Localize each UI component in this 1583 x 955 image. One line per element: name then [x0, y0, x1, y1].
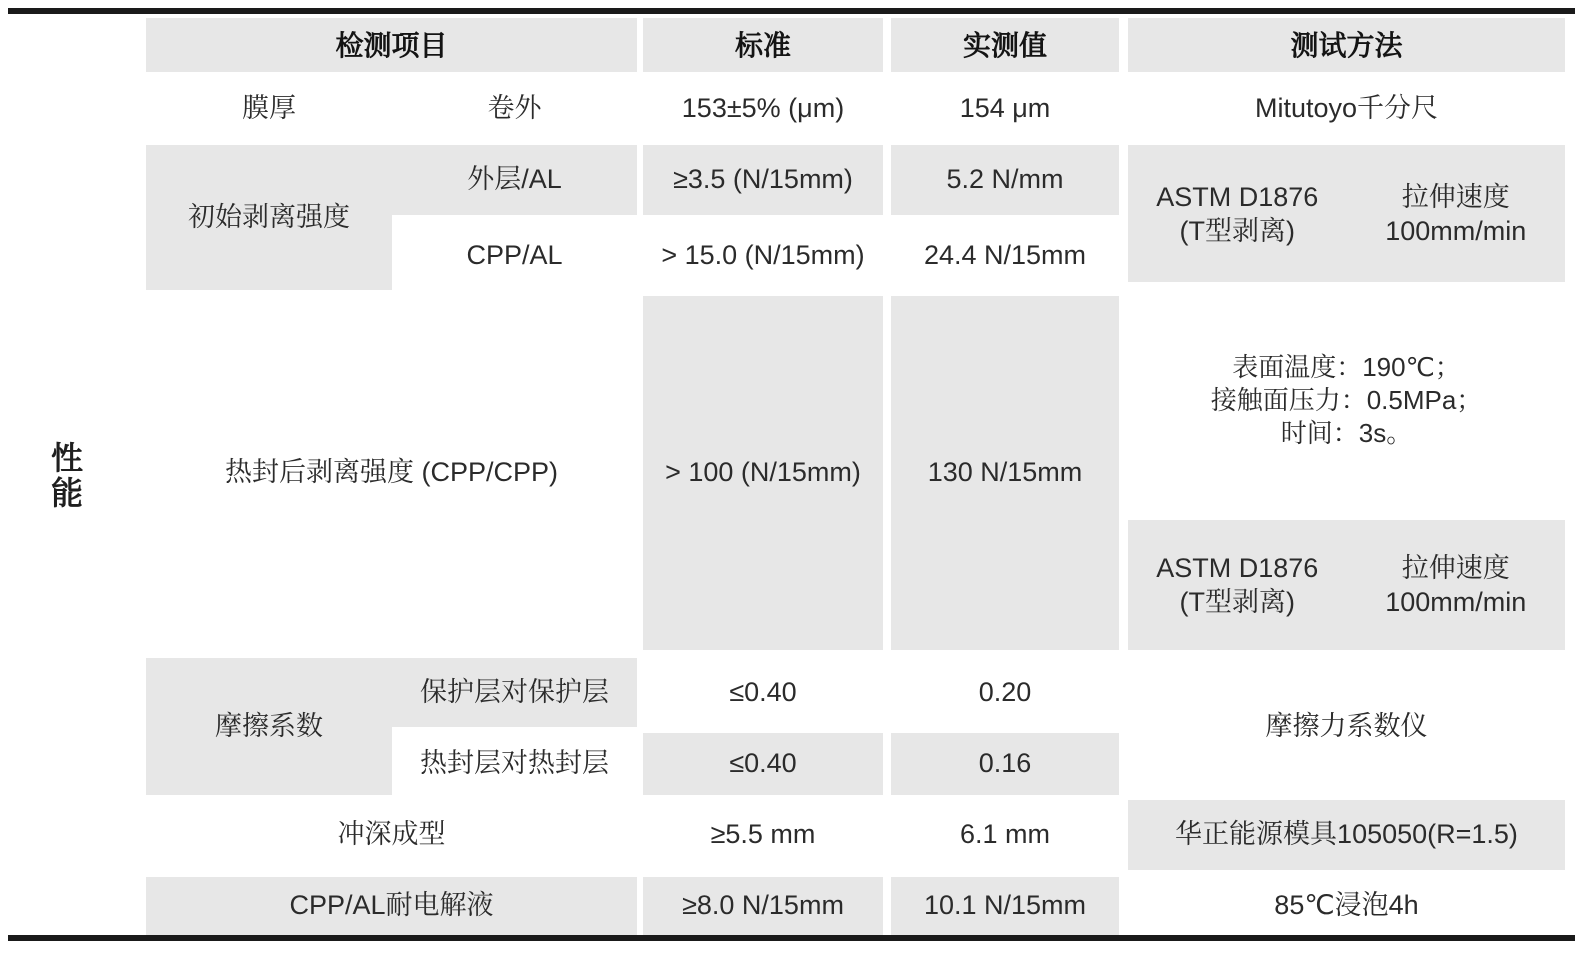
- method-speed-value: 100mm/min: [1385, 587, 1527, 617]
- initial-peel-sub1-cell: 外层/AL: [392, 145, 637, 215]
- electrolyte-measured-cell: 10.1 N/15mm: [891, 877, 1119, 935]
- heat-seal-method-speed: [1347, 551, 1566, 619]
- friction-standard2-cell: ≤0.40: [643, 733, 883, 795]
- initial-peel-sub2-cell: CPP/AL: [466, 239, 563, 270]
- heat-seal-conditions-cell: [1128, 288, 1565, 512]
- friction-item-cell: 摩擦系数: [146, 658, 392, 795]
- heat-seal-method-standard: [1128, 551, 1347, 619]
- initial-peel-measured2-cell: 24.4 N/15mm: [923, 239, 1087, 270]
- thickness-item-cell: 膜厚: [242, 92, 296, 123]
- method-standard-sub: (T型剥离): [1179, 215, 1295, 246]
- initial-peel-method-standard: [1128, 180, 1347, 248]
- method-speed-label: 拉伸速度: [1401, 181, 1510, 212]
- heat-seal-measured-cell: 130 N/15mm: [891, 296, 1119, 650]
- initial-peel-measured1-cell: 5.2 N/mm: [891, 145, 1119, 215]
- condition-surface-temp: 表面温度：190℃；: [1232, 351, 1461, 382]
- condition-time: 时间：3s。: [1280, 417, 1413, 448]
- friction-standard1-cell: ≤0.40: [729, 676, 797, 707]
- method-standard-name: ASTM D1876: [1156, 181, 1319, 212]
- initial-peel-standard2-cell: > 15.0 (N/15mm): [661, 239, 865, 270]
- method-speed-value: 100mm/min: [1385, 215, 1527, 246]
- header-cell-measured: 实测值: [891, 18, 1119, 72]
- header-cell-test-item: 检测项目: [146, 18, 637, 72]
- friction-measured1-cell: 0.20: [978, 676, 1032, 707]
- method-standard-name: ASTM D1876: [1156, 553, 1319, 583]
- deep-draw-measured-cell: 6.1 mm: [959, 819, 1051, 850]
- header-cell-standard: 标准: [643, 18, 883, 72]
- deep-draw-standard-cell: ≥5.5 mm: [710, 819, 816, 850]
- heat-seal-method-cell: [1128, 520, 1565, 650]
- condition-contact-pressure: 接触面压力：0.5MPa；: [1210, 384, 1483, 415]
- friction-measured2-cell: 0.16: [891, 733, 1119, 795]
- thickness-standard-cell: 153±5% (μm): [681, 92, 845, 123]
- heat-seal-standard-cell: > 100 (N/15mm): [643, 296, 883, 650]
- friction-sub1-cell: 保护层对保护层: [392, 658, 637, 727]
- electrolyte-item-cell: CPP/AL耐电解液: [146, 877, 637, 935]
- initial-peel-standard1-cell: ≥3.5 (N/15mm): [643, 145, 883, 215]
- header-cell-method: 测试方法: [1128, 18, 1565, 72]
- initial-peel-item-cell: 初始剥离强度: [146, 145, 392, 290]
- electrolyte-method-cell: 85℃浸泡4h: [1274, 890, 1419, 921]
- deep-draw-method-cell: 华正能源模具105050(R=1.5): [1128, 800, 1565, 870]
- method-standard-sub: (T型剥离): [1179, 587, 1295, 617]
- row-group-label-performance: 性能: [50, 440, 83, 511]
- initial-peel-method-cell: [1128, 145, 1565, 282]
- thickness-sub-cell: 卷外: [487, 92, 542, 123]
- top-rule: [8, 8, 1575, 14]
- initial-peel-method-speed: [1347, 180, 1566, 248]
- bottom-rule: [8, 935, 1575, 941]
- friction-sub2-cell: 热封层对热封层: [420, 748, 609, 779]
- deep-draw-item-cell: 冲深成型: [337, 819, 446, 850]
- thickness-measured-cell: 154 μm: [959, 92, 1051, 123]
- thickness-method-cell: Mitutoyo千分尺: [1254, 92, 1439, 123]
- electrolyte-standard-cell: ≥8.0 N/15mm: [643, 877, 883, 935]
- method-speed-label: 拉伸速度: [1401, 553, 1510, 583]
- heat-seal-item-cell: 热封后剥离强度 (CPP/CPP): [224, 456, 559, 487]
- friction-method-cell: 摩擦力系数仪: [1265, 710, 1428, 741]
